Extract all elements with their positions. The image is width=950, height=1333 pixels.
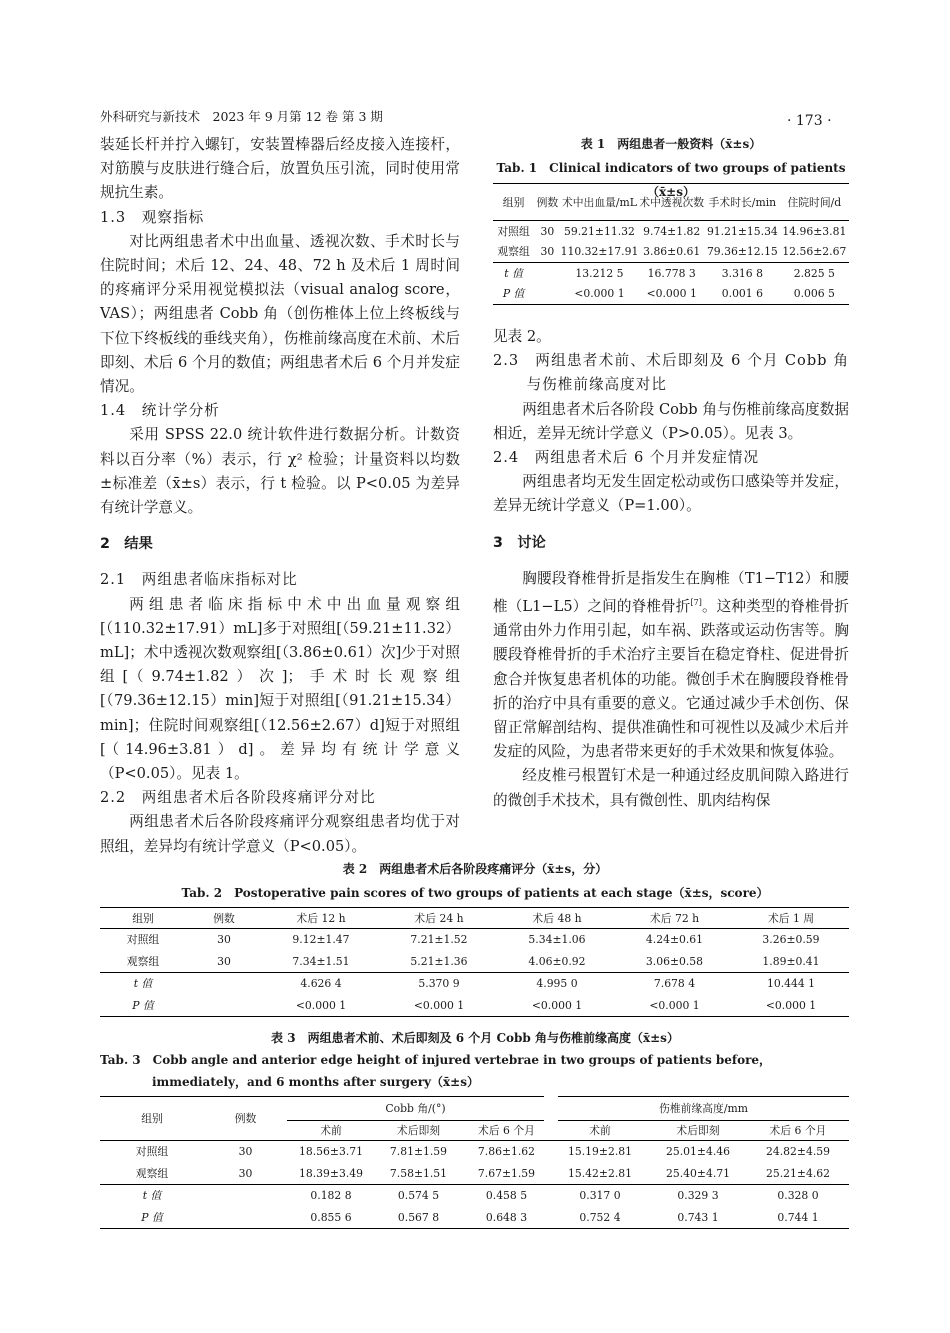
table-header: 组别 <box>132 911 154 925</box>
text-span: 。这种类型的脊椎骨折通常由外力作用引起，如车祸、跌落或运动伤害等。胸腰段脊椎骨折的手术治疗主要旨在稳定脊柱、促进骨折愈合并恢复患者机体的功能。微创手术在胸腰段脊椎骨折的治疗中具有重要的意义。它通过减少手术创伤、保留正常解剖结构、提供准确性和可视性以及减少术后并发症的风险，为患者带来更好的手术效果和恢复体验。 <box>493 597 849 761</box>
table-cell: t 值 <box>142 1189 162 1203</box>
table-cell: 9.74±1.82 <box>643 224 701 238</box>
table-cell: 4.24±0.61 <box>645 933 704 947</box>
table-cell: 0.328 0 <box>777 1189 819 1203</box>
table-header: 术前 <box>589 1124 611 1137</box>
table-cell: 7.86±1.62 <box>477 1145 536 1159</box>
table-cell: 30 <box>540 245 555 259</box>
table-cell: 2.825 5 <box>793 266 835 280</box>
table-cell: 16.778 3 <box>647 266 696 280</box>
table-cell: 7.58±1.51 <box>389 1166 448 1180</box>
table-cell: 对照组 <box>497 224 530 238</box>
table-cell: 30 <box>238 1166 253 1180</box>
paragraph: 见表 2。 <box>493 328 551 345</box>
table1-caption-cn: 表 1 两组患者一般资料（x̄±s） <box>580 137 762 151</box>
table-cell: 18.39±3.49 <box>299 1166 363 1180</box>
table-row <box>493 284 849 305</box>
paragraph: 两组患者术后各阶段 Cobb 角与伤椎前缘高度数据相近，差异无统计学意义（P>0.05）。见表 3。 <box>493 400 849 442</box>
table-cell: t 值 <box>504 266 523 280</box>
table-header: 术后即刻 <box>676 1124 720 1137</box>
table-header: 手术时长/min <box>708 195 777 209</box>
table2 <box>100 907 849 1017</box>
table-cell <box>534 284 560 305</box>
table-row <box>493 242 849 263</box>
table1-caption-en: Tab. 1 Clinical indicators of two groups of patients（x̄±s） <box>496 161 846 199</box>
table-cell: 7.67±1.59 <box>477 1166 536 1180</box>
table-cell: <0.000 1 <box>574 287 625 301</box>
table-cell <box>186 995 262 1017</box>
table-cell: 30 <box>217 933 231 947</box>
paragraph: 对比两组患者术中出血量、透视次数、手术时长与住院时间；术后 12、24、48、72 h 及术后 1 周时间的疼痛评分采用视觉模拟法（visual analog score，VAS）；两组患者 Cobb 角（创伤椎体上位上终板线与下位下终板线的垂线夹角），伤椎前缘高度在术前、术后即刻、术后 6 个月的数值；两组患者术后 6 个月并发症情况。 <box>100 232 460 396</box>
section-heading-2-2: 2.2 两组患者术后各阶段疼痛评分对比 <box>100 789 376 807</box>
paragraph: 两组患者均无发生固定松动或伤口感染等并发症，差异无统计学意义（P=1.00）。 <box>493 473 849 515</box>
table-cell: 25.01±4.46 <box>666 1145 730 1159</box>
table-cell: 30 <box>540 224 555 238</box>
table3-caption-cn: 表 3 两组患者术前、术后即刻及 6 个月 Cobb 角与伤椎前缘高度（x̄±s） <box>271 1031 679 1045</box>
table1-header-row <box>493 184 849 221</box>
table-header: 术后 72 h <box>649 911 700 925</box>
table-cell: <0.000 1 <box>295 998 347 1012</box>
section-heading-1-3: 1.3 观察指标 <box>100 208 205 226</box>
table3 <box>100 1096 849 1229</box>
table-cell: 30 <box>217 954 231 968</box>
table-header: 术后 24 h <box>414 911 464 925</box>
table-header: 术后 48 h <box>532 911 582 925</box>
table-cell: 30 <box>238 1145 253 1159</box>
table-header: 组别 <box>502 195 525 209</box>
table-header: 住院时间/d <box>787 195 842 209</box>
paragraph: 装延长杆并拧入螺钉，安装置棒器后经皮接入连接杆，对筋膜与皮肤进行缝合后，放置负压引流，同时使用常规抗生素。 <box>100 136 460 202</box>
table-cell: 15.42±2.81 <box>568 1166 632 1180</box>
table-cell: 0.744 1 <box>777 1210 819 1224</box>
table-cell: 15.19±2.81 <box>568 1145 632 1159</box>
table-cell: 14.96±3.81 <box>782 224 847 238</box>
table-cell: 0.182 8 <box>310 1189 352 1203</box>
table-header: 术后 1 周 <box>767 911 815 925</box>
paragraph <box>493 567 849 764</box>
table3-caption-en: Tab. 3 Cobb angle and anterior edge height of injured vertebrae in two groups of patients before，immediately，and 6 months after surgery（x̄±s） <box>100 1053 772 1089</box>
table-cell: 110.32±17.91 <box>560 245 639 259</box>
table2-caption-cn: 表 2 两组患者术后各阶段疼痛评分（x̄±s，分） <box>342 862 608 876</box>
table-cell: 3.86±0.61 <box>643 245 701 259</box>
section-heading-2-1: 2.1 两组患者临床指标对比 <box>100 571 298 589</box>
table-row <box>100 951 849 973</box>
table-row <box>493 221 849 242</box>
right-column <box>493 325 849 813</box>
paragraph: 两组患者临床指标中术中出血量观察组[（110.32±17.91）mL]多于对照组[（59.21±11.32）mL]；术中透视次数观察组[（3.86±0.61）次]少于对照组[（9.74±1.82）次]；手术时长观察组[（79.36±12.15）min]短于对照组[（91.21±15.34）min]；住院时间观察组[（12.56±2.67）d]短于对照组[（14.96±3.81）d]。差异均有统计学意义（P<0.05）。见表 1。 <box>100 595 460 783</box>
table-cell: 4.995 0 <box>536 977 578 991</box>
table-cell: 0.317 0 <box>579 1189 621 1203</box>
section-heading-2: 2 结果 <box>100 536 153 553</box>
table-cell: 13.212 5 <box>575 266 624 280</box>
table-cell: 0.458 5 <box>485 1189 528 1203</box>
table-cell: 0.001 6 <box>721 287 763 301</box>
table-cell: P 值 <box>141 1210 163 1224</box>
table-cell: 0.648 3 <box>485 1210 528 1224</box>
table-row <box>100 1185 849 1207</box>
table-cell: 59.21±11.32 <box>564 224 635 238</box>
table-cell: 0.006 5 <box>793 287 835 301</box>
table-cell: 1.89±0.41 <box>762 954 820 968</box>
table-cell <box>204 1185 287 1207</box>
table-cell: 4.06±0.92 <box>528 954 586 968</box>
table-header: 术前 <box>320 1124 342 1137</box>
table-cell: 0.574 5 <box>397 1189 440 1203</box>
table-cell: 3.316 8 <box>721 266 763 280</box>
table-cell: 12.56±2.67 <box>782 245 847 259</box>
table-cell: 3.26±0.59 <box>762 933 820 947</box>
table-cell <box>186 973 262 995</box>
table-cell: 观察组 <box>135 1166 169 1180</box>
table-cell: 7.21±1.52 <box>410 933 468 947</box>
paragraph: 经皮椎弓根置钉术是一种通过经皮肌间隙入路进行的微创手术技术，具有微创性、肌肉结构保 <box>493 767 849 809</box>
table-row <box>100 995 849 1017</box>
table-cell <box>534 263 560 284</box>
table-cell: <0.000 1 <box>531 998 583 1012</box>
table-cell: t 值 <box>133 977 153 991</box>
table-cell: 25.40±4.71 <box>666 1166 730 1180</box>
table-cell: 对照组 <box>135 1145 169 1159</box>
table-header: 术中出血量/mL <box>561 195 637 209</box>
table-row <box>493 263 849 284</box>
table-cell: 25.21±4.62 <box>766 1166 830 1180</box>
table-header: 术后 6 个月 <box>478 1124 535 1137</box>
table-row <box>100 929 849 951</box>
table-cell <box>204 1207 287 1229</box>
table-cell: 79.36±12.15 <box>706 245 778 259</box>
table-cell: 0.567 8 <box>397 1210 440 1224</box>
table-header-group: Cobb 角/(°) <box>287 1097 551 1121</box>
section-heading-2-4: 2.4 两组患者术后 6 个月并发症情况 <box>493 449 760 467</box>
section-heading-3: 3 讨论 <box>493 534 546 551</box>
table-cell: <0.000 1 <box>649 998 700 1012</box>
table-cell: 7.81±1.59 <box>389 1145 448 1159</box>
table-header: 术后 12 h <box>296 911 346 925</box>
table-cell: 3.06±0.58 <box>645 954 704 968</box>
table-cell: 18.56±3.71 <box>299 1145 363 1159</box>
table-cell: P 值 <box>132 998 154 1012</box>
table-header: 组别 <box>100 1097 204 1141</box>
table-cell: 0.752 4 <box>579 1210 621 1224</box>
table-header: 例数 <box>536 195 559 209</box>
table-cell: 5.370 9 <box>418 977 460 991</box>
table-header: 术中透视次数 <box>639 195 705 209</box>
table-cell: 7.34±1.51 <box>292 954 350 968</box>
table3-header-row <box>100 1097 849 1121</box>
table-header: 术后 6 个月 <box>769 1124 827 1137</box>
table-cell: <0.000 1 <box>413 998 465 1012</box>
running-header: 外科研究与新技术 2023 年 9 月第 12 卷 第 3 期 <box>100 109 383 124</box>
table-cell: <0.000 1 <box>765 998 817 1012</box>
table-cell: 10.444 1 <box>766 977 816 991</box>
table-cell: 24.82±4.59 <box>766 1145 830 1159</box>
table-cell: 5.21±1.36 <box>410 954 468 968</box>
table-row <box>100 1163 849 1185</box>
table2-header-row <box>100 908 849 929</box>
table-cell: 4.626 4 <box>300 977 342 991</box>
table-cell: 91.21±15.34 <box>706 224 778 238</box>
section-heading-2-3: 2.3 两组患者术前、术后即刻及 6 个月 Cobb 角与伤椎前缘高度对比 <box>493 352 849 394</box>
table-row <box>100 1207 849 1229</box>
table-cell: 7.678 4 <box>653 977 696 991</box>
table-cell: 观察组 <box>126 954 160 968</box>
table-cell: 0.855 6 <box>310 1210 352 1224</box>
table-header: 术后即刻 <box>396 1124 441 1137</box>
citation: [7] <box>690 598 702 608</box>
paragraph: 采用 SPSS 22.0 统计软件进行数据分析。计数资料以百分率（%）表示，行 χ² 检验；计量资料以均数±标准差（x̄±s）表示，行 t 检验。以 P<0.05 为差异有统计学意义。 <box>100 426 460 517</box>
text-span: 胸腰段脊椎骨折是指发生在胸椎（T1−T12）和腰椎（L1−L5）之间的脊椎骨折 <box>493 569 849 615</box>
table-header-group: 伤椎前缘高度/mm <box>551 1097 849 1121</box>
left-column <box>100 133 460 859</box>
table-cell: 9.12±1.47 <box>292 933 350 947</box>
table2-caption-en: Tab. 2 Postoperative pain scores of two groups of patients at each stage（x̄±s，score） <box>181 886 769 900</box>
table-header: 例数 <box>204 1097 287 1141</box>
table-cell: 5.34±1.06 <box>528 933 586 947</box>
table-cell: 观察组 <box>497 245 530 259</box>
table-header: 例数 <box>213 911 235 925</box>
table-cell: P 值 <box>502 287 525 301</box>
table-cell: 对照组 <box>126 933 160 947</box>
table1 <box>493 183 849 305</box>
table-row <box>100 973 849 995</box>
table-cell: 0.743 1 <box>677 1210 719 1224</box>
table-cell: 0.329 3 <box>677 1189 719 1203</box>
table-row <box>100 1141 849 1163</box>
table-cell: <0.000 1 <box>646 287 697 301</box>
section-heading-1-4: 1.4 统计学分析 <box>100 402 220 420</box>
page-number: · 173 · <box>787 113 832 129</box>
paragraph: 两组患者术后各阶段疼痛评分观察组患者均优于对照组，差异均有统计学意义（P<0.05）。 <box>100 813 460 855</box>
